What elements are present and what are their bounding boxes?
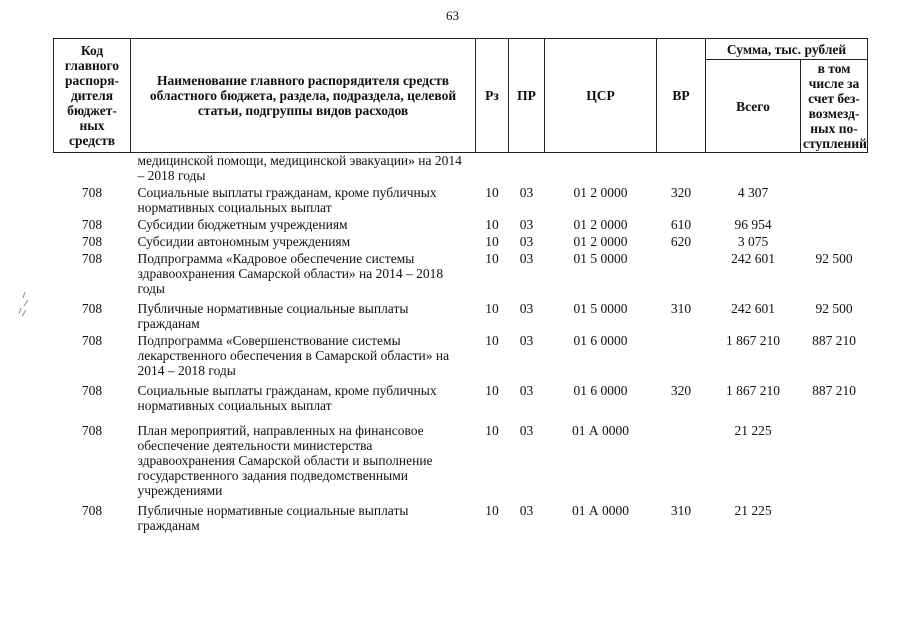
row-code: [54, 153, 131, 184]
row-rz: 10: [485, 251, 499, 266]
row-csr: 01 А 0000: [572, 503, 629, 518]
row-vr: 310: [670, 503, 692, 518]
row-vr: [657, 413, 706, 498]
row-name: Субсидии автономным учреждениям: [137, 234, 351, 249]
table-header: [54, 39, 868, 153]
row-vr: [657, 153, 706, 184]
row-pr: 03: [519, 301, 534, 316]
row-rz: 10: [485, 423, 499, 438]
row-code: 708: [81, 251, 103, 266]
row-free: 92 500: [815, 251, 853, 266]
row-pr: 03: [519, 383, 534, 398]
row-free: 887 210: [812, 333, 856, 348]
row-pr: 03: [519, 251, 534, 266]
row-rz: 10: [485, 217, 499, 232]
table-body: [54, 153, 868, 534]
row-free: 887 210: [812, 383, 856, 398]
table-row: [54, 232, 868, 249]
row-free: 92 500: [815, 301, 853, 316]
row-pr: [509, 153, 545, 184]
row-vr: 320: [670, 383, 692, 398]
row-rz: [476, 153, 509, 184]
table-row: [54, 378, 868, 413]
row-total: [706, 153, 801, 184]
row-vr: 320: [670, 185, 692, 200]
row-rz: 10: [485, 301, 499, 316]
row-name: Социальные выплаты гражданам, кроме публичных нормативных социальных выплат: [137, 185, 437, 215]
row-total: 96 954: [734, 217, 772, 232]
row-pr: 03: [519, 185, 534, 200]
row-code: 708: [81, 503, 103, 518]
table-row: [54, 296, 868, 331]
row-name: Субсидии бюджетным учреждениям: [137, 217, 348, 232]
row-vr: [657, 249, 706, 296]
row-vr: 620: [670, 234, 692, 249]
row-pr: 03: [519, 423, 534, 438]
row-total: 242 601: [731, 251, 775, 266]
row-total: 1 867 210: [726, 383, 780, 398]
row-csr: 01 6 0000: [573, 383, 628, 398]
row-name: Подпрограмма «Кадровое обеспечение системы здравоохранения Самарской области» на 2014 – 2018 годы: [137, 251, 444, 296]
row-pr: 03: [519, 503, 534, 518]
row-vr: 310: [670, 301, 692, 316]
row-code: 708: [81, 383, 103, 398]
header-vr: ВР: [657, 39, 706, 153]
row-name: Социальные выплаты гражданам, кроме публичных нормативных социальных выплат: [137, 383, 437, 413]
header-csr: ЦСР: [545, 39, 657, 153]
table-row: [54, 498, 868, 533]
header-total: Всего: [706, 60, 801, 153]
row-rz: 10: [485, 503, 499, 518]
table-row: [54, 249, 868, 296]
row-csr: 01 5 0000: [573, 251, 628, 266]
row-csr: [545, 153, 657, 184]
row-csr: 01 5 0000: [573, 301, 628, 316]
row-rz: 10: [485, 234, 499, 249]
row-total: 21 225: [734, 423, 772, 438]
page-number: 63: [446, 8, 459, 23]
header-sum: Сумма, тыс. рублей: [706, 39, 868, 60]
row-free: [801, 232, 868, 249]
header-free: в том числе за счет без-возмезд-ных по-ступлений: [801, 60, 868, 153]
row-name: медицинской помощи, медицинской эвакуации» на 2014 – 2018 годы: [137, 153, 462, 183]
row-total: 1 867 210: [726, 333, 780, 348]
row-code: 708: [81, 217, 103, 232]
row-free: [801, 413, 868, 498]
row-total: 3 075: [737, 234, 769, 249]
row-name: Подпрограмма «Совершенствование системы лекарственного обеспечения в Самарской области» на 2014 – 2018 годы: [137, 333, 450, 378]
row-total: 242 601: [731, 301, 775, 316]
header-code: Код главного распоря-дителя бюджет-ных средств: [54, 39, 131, 153]
header-pr: ПР: [509, 39, 545, 153]
row-code: 708: [81, 333, 103, 348]
row-csr: 01 2 0000: [573, 234, 628, 249]
header-name: Наименование главного распорядителя средств областного бюджета, раздела, подраздела, целевой статьи, подгруппы видов расходов: [131, 39, 476, 153]
row-free: [801, 153, 868, 184]
row-csr: 01 6 0000: [573, 333, 628, 348]
row-name: План мероприятий, направленных на финансовое обеспечение деятельности министерства здравоохранения Самарской области и выполнение государственного задания подведомственными учреждениями: [137, 423, 433, 498]
table-row: [54, 153, 868, 184]
table-row: [54, 331, 868, 378]
row-pr: 03: [519, 234, 534, 249]
row-rz: 10: [485, 185, 499, 200]
row-csr: 01 А 0000: [572, 423, 629, 438]
row-rz: 10: [485, 383, 499, 398]
row-code: 708: [81, 185, 103, 200]
budget-table: [53, 38, 868, 533]
row-csr: 01 2 0000: [573, 185, 628, 200]
row-code: 708: [81, 301, 103, 316]
row-total: 21 225: [734, 503, 772, 518]
row-csr: 01 2 0000: [573, 217, 628, 232]
row-vr: [657, 331, 706, 378]
row-free: [801, 183, 868, 215]
row-name: Публичные нормативные социальные выплаты гражданам: [137, 503, 409, 533]
row-total: 4 307: [737, 185, 769, 200]
scan-mark-icon: [16, 290, 34, 318]
row-free: [801, 215, 868, 232]
table-row: [54, 183, 868, 215]
row-pr: 03: [519, 217, 534, 232]
row-code: 708: [81, 423, 103, 438]
table-row: [54, 215, 868, 232]
table-row: [54, 413, 868, 498]
row-name: Публичные нормативные социальные выплаты гражданам: [137, 301, 409, 331]
row-code: 708: [81, 234, 103, 249]
row-free: [801, 498, 868, 533]
row-vr: 610: [670, 217, 692, 232]
header-rz: Рз: [476, 39, 509, 153]
row-pr: 03: [519, 333, 534, 348]
row-rz: 10: [485, 333, 499, 348]
